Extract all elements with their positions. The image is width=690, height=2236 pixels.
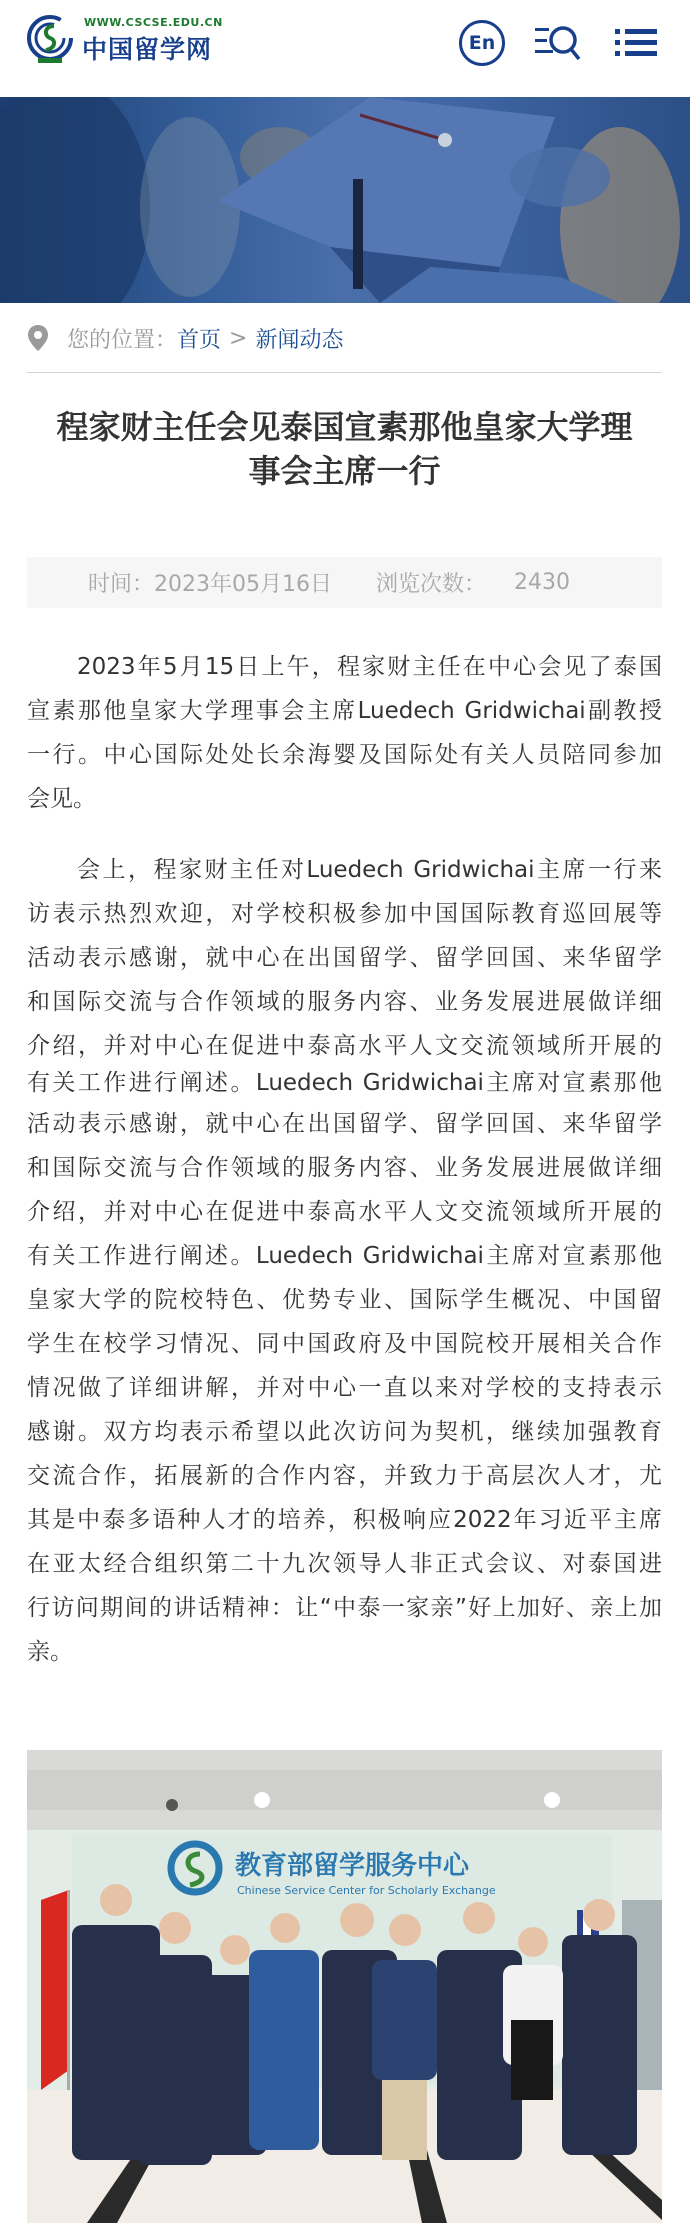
breadcrumb-current-link[interactable]: 新闻动态 xyxy=(255,327,344,353)
paragraph-line: 访表示热烈欢迎，对学校积极参加中国国际教育巡回展等 xyxy=(27,901,662,927)
lang-en-icon: En xyxy=(459,20,505,66)
views-value: 2430 xyxy=(514,570,571,595)
cscse-logo-icon xyxy=(26,14,78,66)
sign-subtext: Chinese Service Center for Scholarly Exchange xyxy=(237,1884,496,1897)
main-menu-button[interactable] xyxy=(614,16,658,70)
breadcrumb xyxy=(27,320,343,356)
article-paragraph-1 xyxy=(27,645,662,821)
paragraph-line: 皇家大学的院校特色、优势专业、国际学生概况、中国留 xyxy=(27,1287,662,1313)
paragraph-line: 交流合作，拓展新的合作内容，并致力于高层次人才，尤 xyxy=(27,1463,662,1489)
paragraph-line: 活动表示感谢，就中心在出国留学、留学回国、来华留学 xyxy=(27,945,662,971)
paragraph-line: 介绍，并对中心在促进中泰高水平人文交流领域所开展的 xyxy=(27,1199,662,1225)
breadcrumb-home-link[interactable]: 首页 xyxy=(177,327,222,353)
paragraph-line: 会见。 xyxy=(27,786,96,812)
paragraph-line: 学生在校学习情况、同中国政府及中国院校开展相关合作 xyxy=(27,1331,662,1357)
views-label: 浏览次数： xyxy=(376,572,487,597)
paragraph-line: 和国际交流与合作领域的服务内容、业务发展进展做详细 xyxy=(27,989,662,1015)
article-paragraph-2 xyxy=(27,848,662,1674)
paragraph-line: 在亚太经合组织第二十九次领导人非正式会议、对泰国进 xyxy=(27,1551,662,1577)
time-label: 时间： xyxy=(88,572,155,597)
title-line: 事会主席一行 xyxy=(248,452,441,490)
meeting-group-photo xyxy=(27,1750,662,2223)
paragraph-line: 介绍，并对中心在促进中泰高水平人文交流领域所开展的 xyxy=(27,1033,662,1059)
paragraph-line: 会上，程家财主任对Luedech Gridwichai主席一行来 xyxy=(77,857,662,883)
search-menu-button[interactable] xyxy=(532,16,584,70)
article-meta xyxy=(27,557,662,608)
logo-name: 中国留学网 xyxy=(82,35,213,64)
paragraph-line: 活动表示感谢，就中心在出国留学、留学回国、来华留学 xyxy=(27,1111,662,1137)
sign-text: 教育部留学服务中心 xyxy=(235,1851,470,1881)
paragraph-line: 2023年5月15日上午，程家财主任在中心会见了泰国 xyxy=(77,654,662,680)
paragraph-line: 和国际交流与合作领域的服务内容、业务发展进展做详细 xyxy=(27,1155,662,1181)
breadcrumb-prefix: 您的位置： xyxy=(67,327,178,353)
paragraph-line: 一行。中心国际处处长余海婴及国际处有关人员陪同参加 xyxy=(27,742,662,768)
title-line: 程家财主任会见泰国宣素那他皇家大学理 xyxy=(56,408,633,446)
location-pin-icon xyxy=(27,324,49,352)
site-header xyxy=(0,0,690,97)
paragraph-line: 感谢。双方均表示希望以此次访问为契机，继续加强教育 xyxy=(27,1419,662,1445)
search-menu-icon xyxy=(533,20,583,66)
paragraph-line: 有关工作进行阐述。Luedech Gridwichai主席对宣素那他 xyxy=(27,1243,662,1269)
divider xyxy=(27,372,662,373)
paragraph-line: 亲。 xyxy=(27,1639,73,1665)
paragraph-line: 情况做了详细讲解，并对中心一直以来对学校的支持表示 xyxy=(27,1375,662,1401)
breadcrumb-separator: > xyxy=(229,325,248,351)
article-title xyxy=(27,405,662,493)
paragraph-line: 行访问期间的讲话精神：让“中泰一家亲”好上加好、亲上加 xyxy=(27,1595,662,1621)
time-value: 2023年05月16日 xyxy=(154,572,332,597)
logo-url: WWW.CSCSE.EDU.CN xyxy=(84,16,223,29)
graduation-banner-image xyxy=(0,97,690,303)
menu-list-icon xyxy=(615,26,657,60)
language-button[interactable] xyxy=(458,16,506,70)
paragraph-line: 其是中泰多语种人才的培养，积极响应2022年习近平主席 xyxy=(27,1507,662,1533)
paragraph-line: 宣素那他皇家大学理事会主席Luedech Gridwichai副教授 xyxy=(27,698,662,724)
site-logo[interactable] xyxy=(26,14,226,66)
paragraph-line: 有关工作进行阐述。Luedech Gridwichai主席对宣素那他 xyxy=(27,1070,662,1096)
